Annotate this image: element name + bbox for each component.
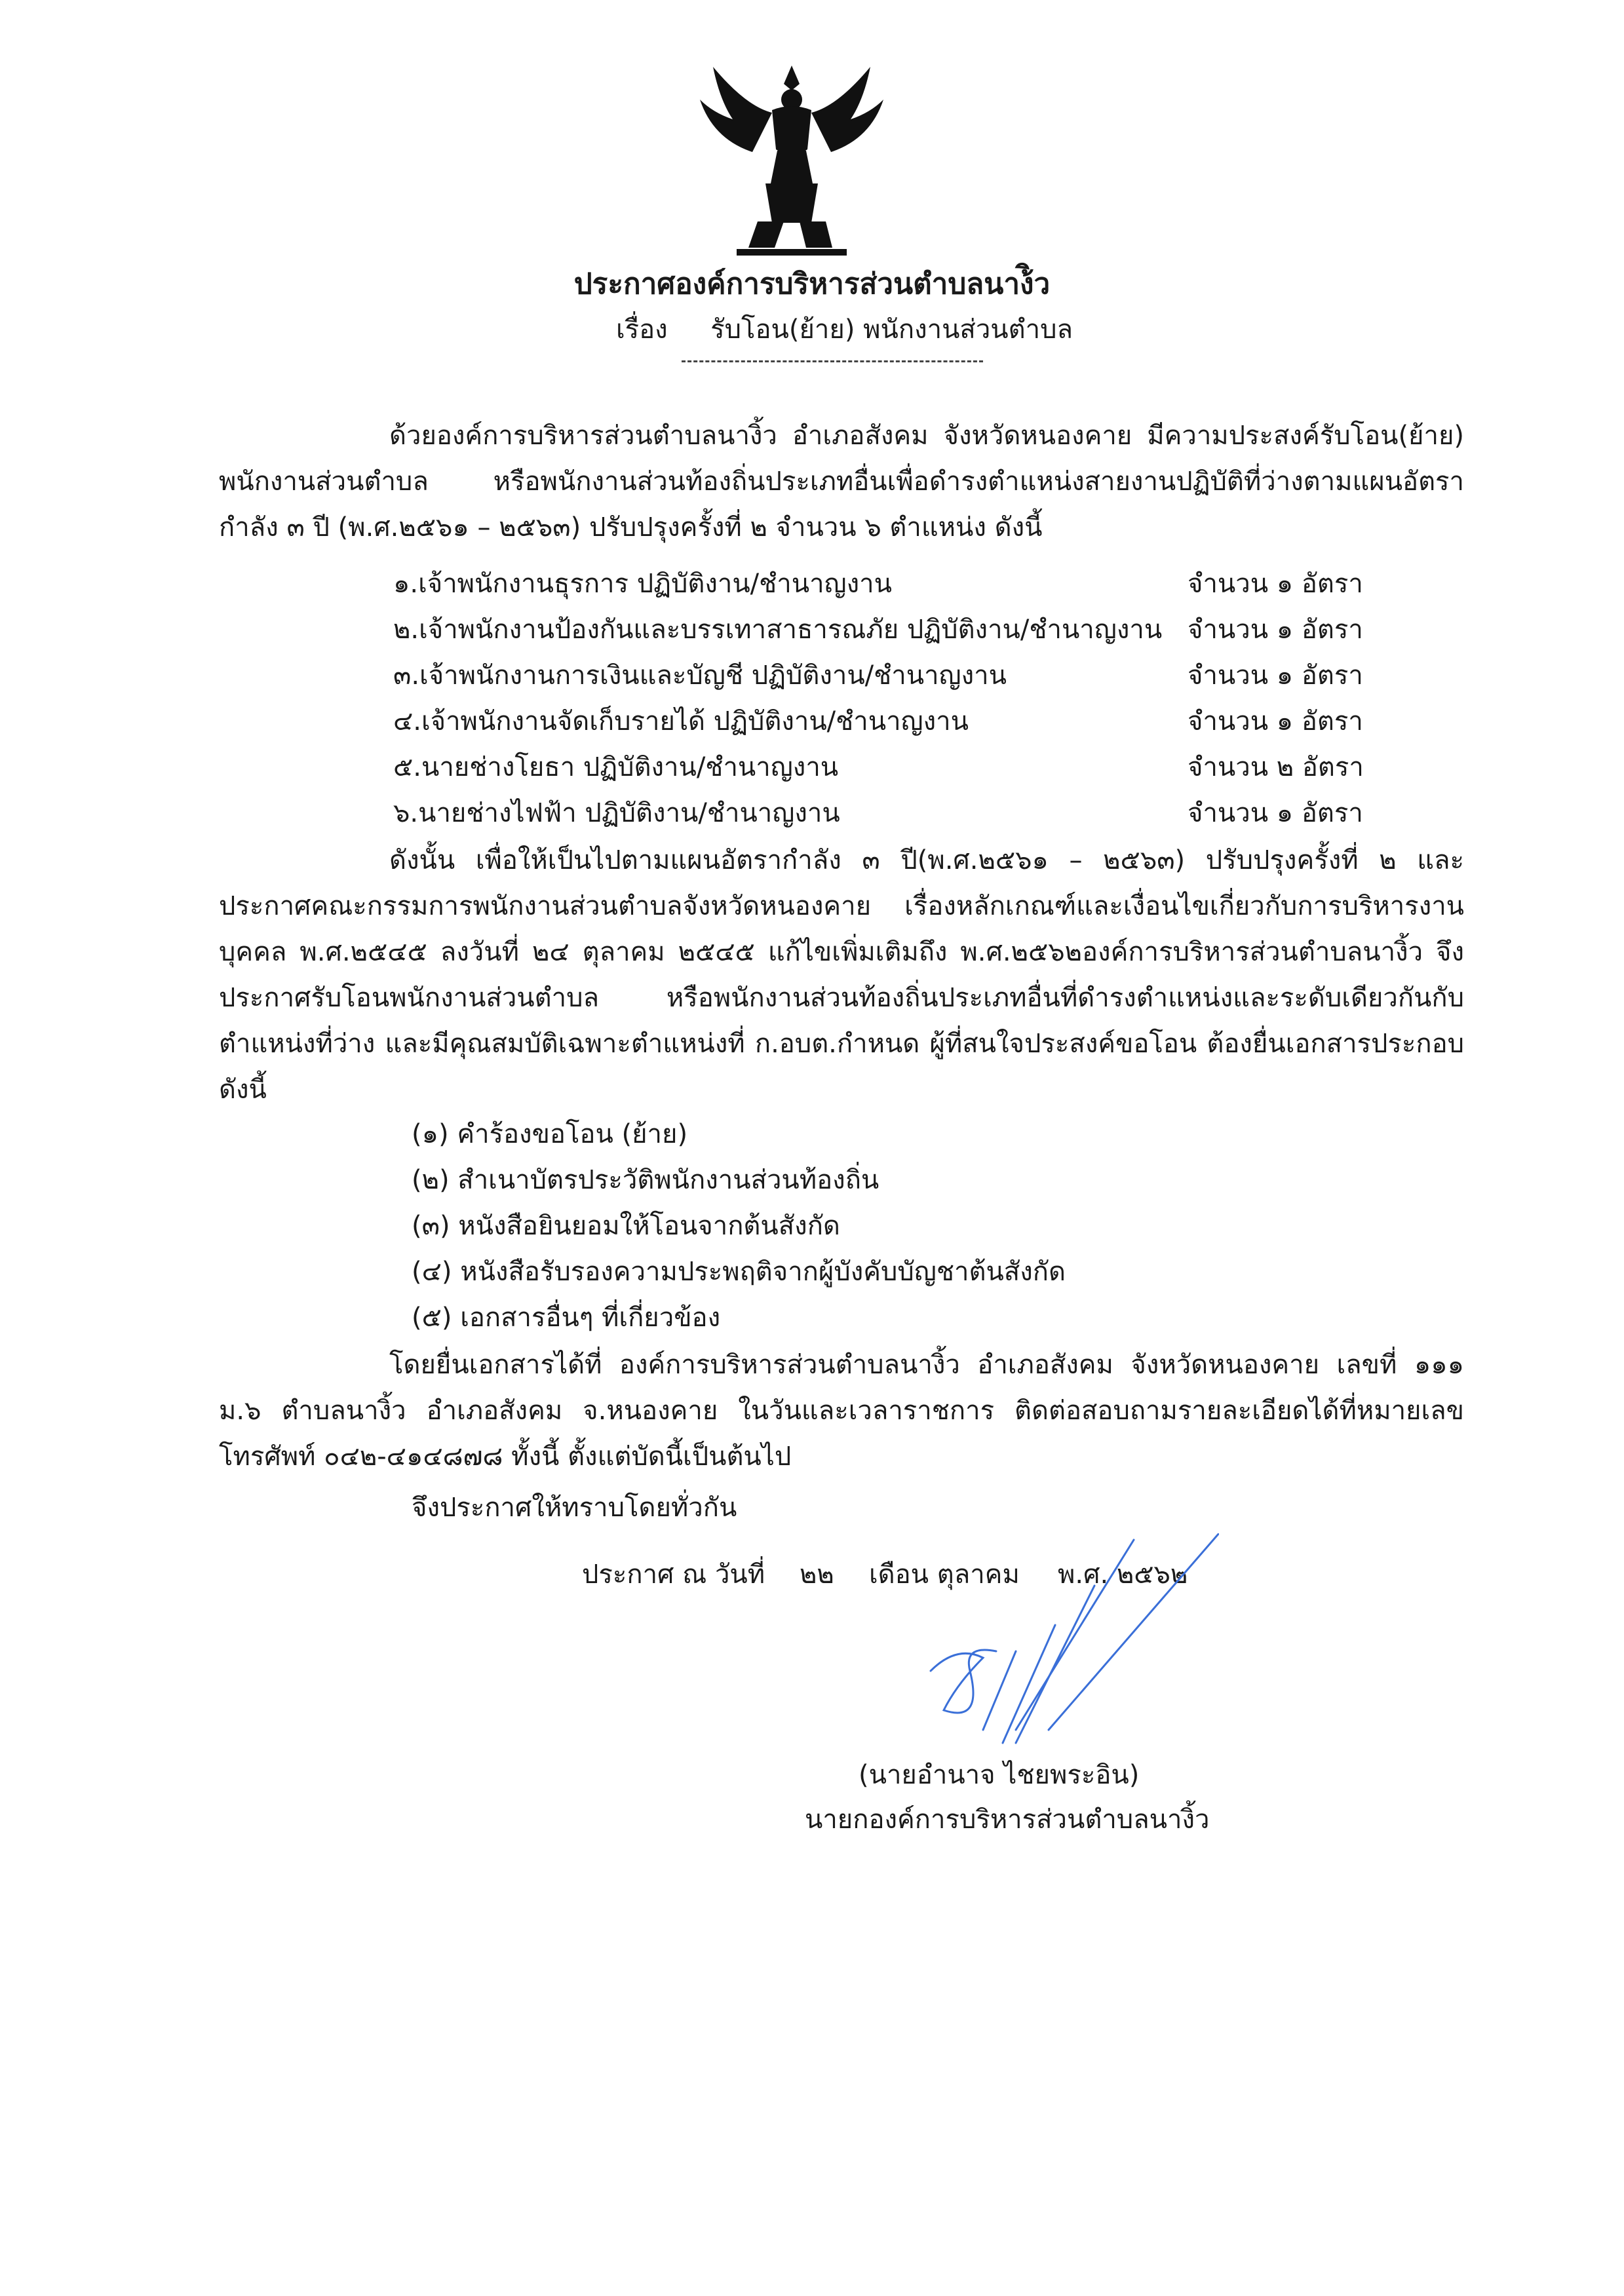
position-count: จำนวน ๑ อัตรา — [1188, 706, 1363, 737]
position-count: จำนวน ๒ อัตรา — [1188, 752, 1364, 782]
body-paragraph-3: โดยยื่นเอกสารได้ที่ องค์การบริหารส่วนตำบลนางิ้ว อำเภอสังคม จังหวัดหนองคาย เลขที่ ๑๑๑ ม.๖ ตำบลนางิ้ว อำเภอสังคม จ.หนองคาย ในวันและเวลาราชการ ติดต่อสอบถามรายละเอียดได้ที่หมายเลขโทรศัพท์ ๐๔๒-๔๑๔๘๗๘ ทั้งนี้ ตั้งแต่บัดนี้เป็นต้นไป — [219, 1350, 1464, 1472]
subject-line — [616, 308, 1073, 350]
signatory-name: (นายอำนาจ ไชยพระอิน) — [859, 1760, 1140, 1790]
signatory-position: นายกองค์การบริหารส่วนตำบลนางิ้ว — [805, 1805, 1210, 1835]
date-year: พ.ศ. ๒๕๖๒ — [1058, 1559, 1188, 1590]
date-month: เดือน ตุลาคม — [869, 1559, 1020, 1590]
document-item: (๕) เอกสารอื่นๆ ที่เกี่ยวข้อง — [412, 1303, 721, 1333]
position-count: จำนวน ๑ อัตรา — [1188, 798, 1363, 828]
position-count: จำนวน ๑ อัตรา — [1188, 660, 1363, 691]
position-label: ๑.เจ้าพนักงานธุรการ ปฏิบัติงาน/ชำนาญงาน — [393, 569, 892, 599]
position-count: จำนวน ๑ อัตรา — [1188, 615, 1363, 645]
position-label: ๒.เจ้าพนักงานป้องกันและบรรเทาสาธารณภัย ปฏิบัติงาน/ชำนาญงาน — [393, 615, 1163, 645]
date-day: ๒๒ — [800, 1559, 834, 1590]
subject-label: เรื่อง — [616, 315, 668, 345]
body-paragraph-2: ดังนั้น เพื่อให้เป็นไปตามแผนอัตรากำลัง ๓ ปี(พ.ศ.๒๕๖๑ – ๒๕๖๓) ปรับปรุงครั้งที่ ๒ และ ประกาศคณะกรรมการพนักงานส่วนตำบลจังหวัดหนองคาย เรื่องหลักเกณฑ์และเงื่อนไขเกี่ยวกับการบริหารงานบุคคล พ.ศ.๒๕๔๕ ลงวันที่ ๒๔ ตุลาคม ๒๕๔๕ แก้ไขเพิ่มเติมถึง พ.ศ.๒๕๖๒องค์การบริหารส่วนตำบลนางิ้ว จึงประกาศรับโอนพนักงานส่วนตำบล หรือพนักงานส่วนท้องถิ่นประเภทอื่นที่ดำรงตำแหน่งและระดับเดียวกันกับตำแหน่งที่ว่าง และมีคุณสมบัติเฉพาะตำแหน่งที่ ก.อบต.กำหนด ผู้ที่สนใจประสงค์ขอโอน ต้องยื่นเอกสารประกอบดังนี้ — [219, 845, 1464, 1105]
position-label: ๓.เจ้าพนักงานการเงินและบัญชี ปฏิบัติงาน/ชำนาญงาน — [393, 660, 1007, 691]
date-prefix: ประกาศ ณ วันที่ — [582, 1559, 765, 1590]
document-item: (๔) หนังสือรับรองความประพฤติจากผู้บังคับบัญชาต้นสังกัด — [412, 1257, 1066, 1287]
position-label: ๕.นายช่างโยธา ปฏิบัติงาน/ชำนาญงาน — [393, 752, 839, 782]
announcement-title: ประกาศองค์การบริหารส่วนตำบลนาง้ิว — [573, 267, 1051, 301]
garuda-emblem-icon — [687, 52, 897, 262]
closing-line: จึงประกาศให้ทราบโดยทั่วกัน — [412, 1493, 737, 1523]
subject-text: รับโอน(ย้าย) พนักงานส่วนตำบล — [710, 315, 1073, 345]
position-label: ๖.นายช่างไฟฟ้า ปฏิบัติงาน/ชำนาญงาน — [393, 798, 840, 828]
position-count: จำนวน ๑ อัตรา — [1188, 569, 1363, 599]
handwritten-signature-icon — [852, 1533, 1219, 1782]
position-label: ๔.เจ้าพนักงานจัดเก็บรายได้ ปฏิบัติงาน/ชำนาญงาน — [393, 706, 969, 737]
document-item: (๒) สำเนาบัตรประวัติพนักงานส่วนท้องถิ่น — [412, 1165, 880, 1195]
document-item: (๓) หนังสือยินยอมให้โอนจากต้นสังกัด — [412, 1211, 840, 1241]
divider — [682, 360, 983, 362]
document-item: (๑) คำร้องขอโอน (ย้าย) — [412, 1119, 688, 1149]
intro-paragraph: ด้วยองค์การบริหารส่วนตำบลนางิ้ว อำเภอสังคม จังหวัดหนองคาย มีความประสงค์รับโอน(ย้าย) พนักงานส่วนตำบล หรือพนักงานส่วนท้องถิ่นประเภทอื่นเพื่อดำรงตำแหน่งสายงานปฏิบัติที่ว่างตามแผนอัตรากำลัง ๓ ปี (พ.ศ.๒๕๖๑ – ๒๕๖๓) ปรับปรุงครั้งที่ ๒ จำนวน ๖ ตำแหน่ง ดังนี้ — [219, 421, 1464, 543]
